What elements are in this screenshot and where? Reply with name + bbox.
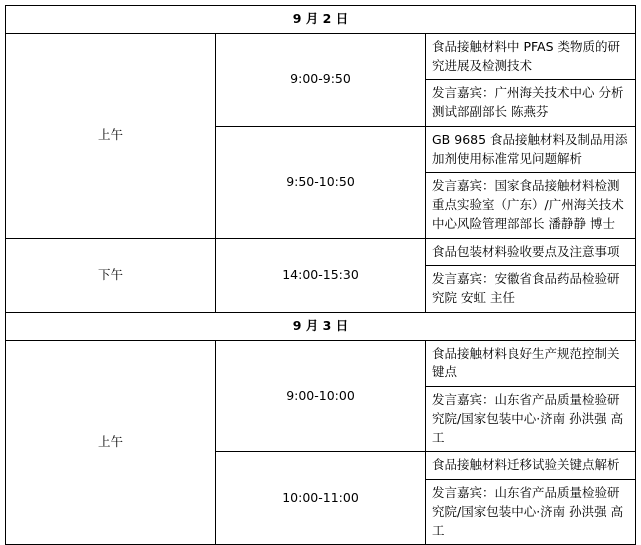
period-label: 上午: [6, 33, 216, 238]
table-row: [6, 340, 636, 387]
day-header-date: 9 月 3 日: [6, 312, 636, 340]
table-row: [6, 238, 636, 266]
session-speaker: 发言嘉宾：广州海关技术中心 分析测试部副部长 陈燕芬: [426, 80, 636, 127]
table-row: [6, 33, 636, 80]
document-page: [0, 5, 641, 538]
time-slot: 9:00-10:00: [216, 340, 426, 452]
session-topic: 食品接触材料中 PFAS 类物质的研究进展及检测技术: [426, 33, 636, 80]
session-speaker: 发言嘉宾：安徽省食品药品检验研究院 安虹 主任: [426, 266, 636, 313]
day-header-date: 9 月 2 日: [6, 6, 636, 34]
time-slot: 10:00-11:00: [216, 452, 426, 545]
period-label: 下午: [6, 238, 216, 312]
schedule-table: [5, 5, 636, 545]
session-speaker: 发言嘉宾：国家食品接触材料检测重点实验室（广东）/广州海关技术中心风险管理部部长 潘静静 博士: [426, 173, 636, 238]
session-topic: 食品接触材料迁移试验关键点解析: [426, 452, 636, 480]
table-row: [6, 312, 636, 340]
time-slot: 14:00-15:30: [216, 238, 426, 312]
session-topic: GB 9685 食品接触材料及制品用添加剂使用标准常见问题解析: [426, 126, 636, 173]
time-slot: 9:00-9:50: [216, 33, 426, 126]
period-label: 上午: [6, 340, 216, 545]
session-topic: 食品接触材料良好生产规范控制关键点: [426, 340, 636, 387]
table-row: [6, 6, 636, 34]
session-speaker: 发言嘉宾：山东省产品质量检验研究院/国家包装中心·济南 孙洪强 高工: [426, 480, 636, 545]
time-slot: 9:50-10:50: [216, 126, 426, 238]
session-speaker: 发言嘉宾：山东省产品质量检验研究院/国家包装中心·济南 孙洪强 高工: [426, 387, 636, 452]
session-topic: 食品包装材料验收要点及注意事项: [426, 238, 636, 266]
